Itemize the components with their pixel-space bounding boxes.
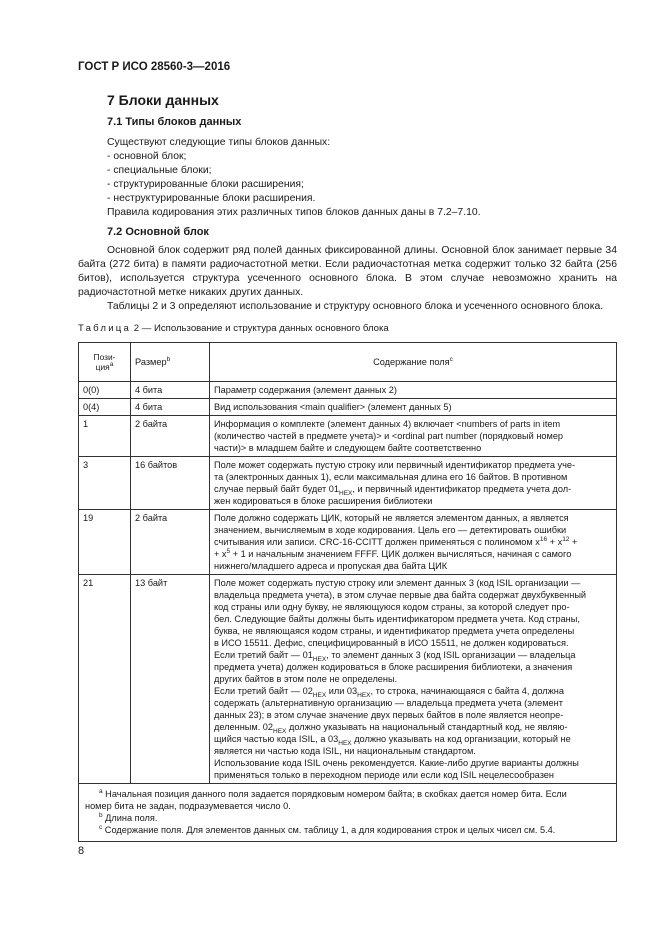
cell-size: 13 байт: [131, 575, 210, 784]
cell-size: 16 байтов: [131, 457, 210, 510]
table-footnotes-row: [79, 784, 617, 842]
cell-size: 4 бита: [131, 399, 210, 416]
cell-content: Поле может содержать пустую строку или первичный идентификатор предмета уче- та (электронных данных 1), если максимальная длина его 16 байтов. В противном случае первый байт будет $01_{HEX}$, и первичный идентификатор предмета учета дол- жен кодироваться в блоке расширения библиотеки: [210, 457, 617, 510]
page-number: 8: [78, 845, 85, 857]
table-row: [79, 510, 617, 575]
cell-size: 2 байта: [131, 510, 210, 575]
table-caption-word: Таблица: [78, 323, 132, 334]
document-header: ГОСТ Р ИСО 28560-3—2016: [78, 61, 231, 73]
subsection-7-1-title: 7.1 Типы блоков данных: [107, 116, 242, 128]
cell-content: Вид использования <main qualifier> (элемент данных 5): [210, 399, 617, 416]
col-content-header: Содержание поля$^c$: [210, 343, 617, 382]
list-rules-text: Правила кодирования этих различных типов блоков данных даны в 7.2–7.10.: [107, 207, 481, 218]
list-item: - структурированные блоки расширения;: [107, 179, 304, 190]
table-row: [79, 575, 617, 784]
cell-position: 3: [79, 457, 131, 510]
col-position-header: Пози- ция$^a$: [79, 343, 131, 382]
cell-content: Параметр содержания (элемент данных 2): [210, 382, 617, 399]
table-row: [79, 399, 617, 416]
table-row: [79, 382, 617, 399]
cell-position: 19: [79, 510, 131, 575]
section-title: 7 Блоки данных: [107, 92, 219, 108]
cell-size: 4 бита: [131, 382, 210, 399]
cell-content: Поле может содержать пустую строку или элемент данных 3 (код ISIL организации — владельца предмета учета), в этом случае первые два байта содержат двухбуквенный код страны или одну букву, не являющуюся кодом страны, за которой следует про- бел. Следующие байты должны быть идентификатором предмета учета. Код страны, буква, не являющаяся кодом страны, и идентификатор предмета учета определены в ИСО 15511. Дефис, специфицированный в ИСО 15511, не должен кодироваться. Если третий байт — $01_{HEX}$, то элемент данных 3 (код ISIL организации — владельца предмета учета) должен кодироваться в блоке расширения библиотеки, а значения других байтов в этом поле не определены. Если третий байт — $02_{HEX}$ или $03_{HEX}$, то строка, начинающаяся с байта 4, должна содержать (альтернативную организацию — владельца предмета учета (элемент данных 23); в этом случае значение двух первых байтов в поле является неопре- деленным. $02_{HEX}$ должно указывать на национальный стандартный код, не являю- щийся частью кода ISIL, а $03_{HEX}$ должно указывать на код организации, который не является ни частью кода ISIL, ни национальным стандартом. Использование кода ISIL очень рекомендуется. Какие-либо другие варианты должны применяться только в переходном периоде или если код ISIL нецелесообразен: [210, 575, 617, 784]
table-row: [79, 457, 617, 510]
cell-content: Поле должно содержать ЦИК, который не является элементом данных, а является значением, вычисляемым в ходе кодирования. Цель его — детектировать ошибки считывания или записи. CRC-16-CCITT должен применяться с полиномом $x^{16} + x^{12}$ + + $x^5 + 1$ и начальным значением FFFF. ЦИК должен вычисляться, начиная с самого нижнего/младшего адреса и пропуская два байта ЦИК: [210, 510, 617, 575]
list-item: - неструктурированные блоки расширения.: [107, 193, 316, 204]
cell-content: Информация о комплекте (элемент данных 4) включает <numbers of parts in item (количество частей в предмете учета)> и <ordinal part number (порядковый номер части)> в младшем байте и следующем байте соответственно: [210, 416, 617, 457]
cell-position: 21: [79, 575, 131, 784]
subsection-7-2-title: 7.2 Основной блок: [107, 226, 209, 238]
list-intro: Существуют следующие типы блоков данных:: [107, 137, 331, 148]
list-item: - специальные блоки;: [107, 165, 212, 176]
list-item: - основной блок;: [107, 151, 187, 162]
block-types-list: [107, 136, 617, 220]
cell-position: 1: [79, 416, 131, 457]
cell-position: 0(0): [79, 382, 131, 399]
table-caption-text: 2 — Использование и структура данных основного блока: [133, 323, 389, 334]
table-footnotes: $^a$ Начальная позиция данного поля задается порядковым номером байта; в скобках дается номер бита. Если номер бита не задан, подразумевается число 0. $^b$ Длина поля. $^c$ Содержание поля. Для элементов данных см. таблицу 1, а для кодирования строк и целых чисел см. 5.4.: [79, 784, 617, 842]
table-header-row: [79, 343, 617, 382]
basic-block-paragraph: Основной блок содержит ряд полей данных фиксированной длины. Основной блок занимает первые 34 байта (272 бита) в памяти радиочастотной метки. Если радиочастотная метка содержит только 32 байта (256 битов), используется структура усеченного основного блока. В этом случае невозможно хранить на радиочастотной метке никаких других данных.: [78, 245, 617, 298]
col-size-header: Размер$^b$: [131, 343, 210, 382]
tables-paragraph: Таблицы 2 и 3 определяют использование и структуру основного блока и усеченного основного блока.: [107, 301, 604, 312]
basic-block-table: [78, 342, 617, 842]
cell-position: 0(4): [79, 399, 131, 416]
table-caption: [78, 323, 389, 334]
table-row: [79, 416, 617, 457]
cell-size: 2 байта: [131, 416, 210, 457]
